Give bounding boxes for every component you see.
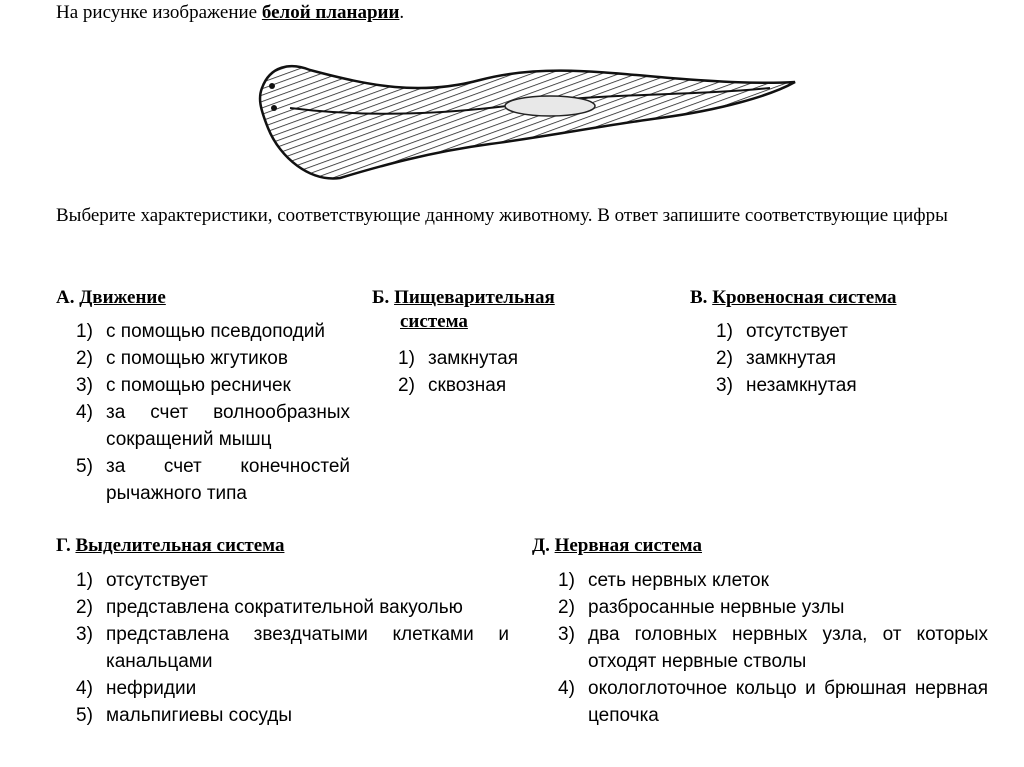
section-d-options (558, 567, 988, 729)
section-b-options (398, 345, 628, 399)
option-d-1: 1) сеть нервных клеток (558, 570, 769, 591)
intro-highlight: белой планарии (261, 2, 400, 23)
option-g-1: 1) отсутствует (76, 570, 208, 591)
section-g-title: Г. Выделительная система (56, 535, 285, 556)
option-d-4: 4) окологлоточное кольцо и брюшная нервная цепочка (558, 678, 988, 726)
option-d-2: 2) разбросанные нервные узлы (558, 597, 845, 618)
option-g-5: 5) мальпигиевы сосуды (76, 705, 293, 726)
option-d-3: 3) два головных нервных узла, от которых отходят нервные стволы (558, 624, 988, 672)
option-v-1: 1) отсутствует (716, 321, 848, 342)
task-text: Выберите характеристики, соответствующие данному животному. В ответ запишите соответствующие цифры (56, 205, 948, 226)
section-d-title: Д. Нервная система (532, 535, 702, 556)
planaria-illustration (250, 48, 800, 188)
option-b-1: 1) замкнутая (398, 348, 518, 369)
section-v-options (716, 318, 976, 399)
section-b-title: Б. Пищеварительная система (372, 287, 555, 332)
option-v-3: 3) незамкнутая (716, 375, 857, 396)
intro-text: На рисунке изображение белой планарии. (56, 2, 405, 23)
option-a-2: 2) с помощью жгутиков (76, 348, 288, 369)
option-g-3: 3) представлена звездчатыми клетками и канальцами (76, 624, 509, 672)
section-v-title: В. Кровеносная система (690, 287, 897, 308)
section-g-options (76, 567, 509, 729)
section-a-options (76, 318, 350, 507)
section-a-title: А. Движение (56, 287, 166, 308)
option-a-5: 5) за счет конечностей рычажного типа (76, 456, 350, 504)
option-b-2: 2) сквозная (398, 375, 507, 396)
option-a-1: 1) с помощью псевдоподий (76, 321, 325, 342)
option-g-2: 2) представлена сократительной вакуолью (76, 597, 463, 618)
option-a-3: 3) с помощью ресничек (76, 375, 291, 396)
option-v-2: 2) замкнутая (716, 348, 836, 369)
option-a-4: 4) за счет волнообразных сокращений мышц (76, 402, 350, 450)
option-g-4: 4) нефридии (76, 678, 197, 699)
